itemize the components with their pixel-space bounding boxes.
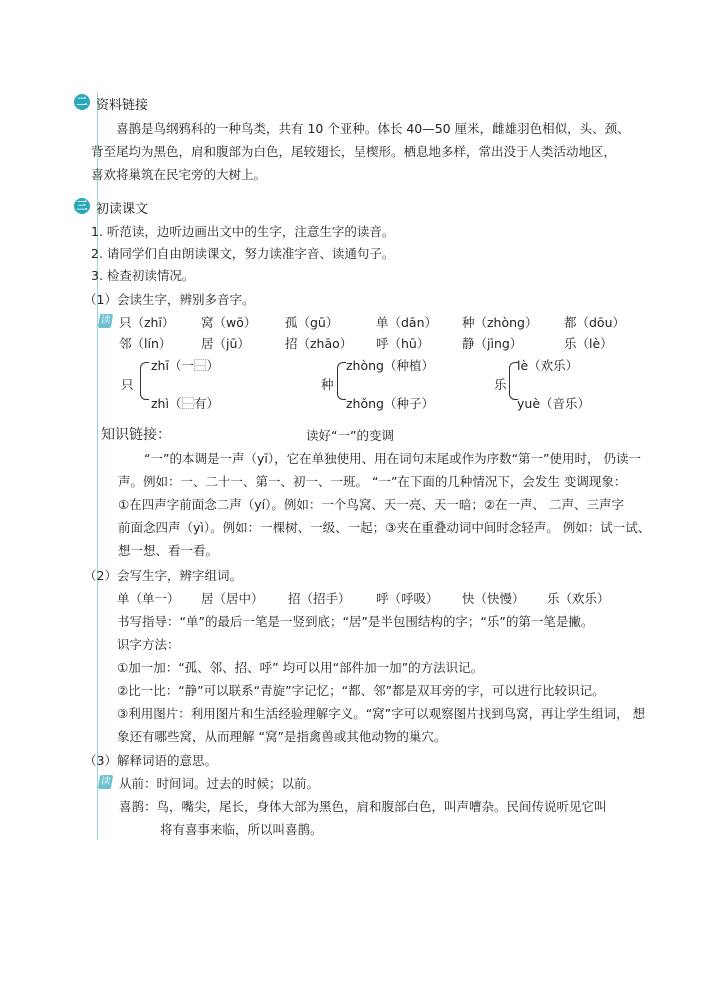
read-badge-icon: 读 <box>99 776 112 787</box>
method-item: ②比一比：“静”可以联系“青旋”字记忆；“都、邻”都是双耳旁的字，可以进行比较识记。 <box>117 683 605 698</box>
word-group: 单（单一） <box>117 591 180 606</box>
section-title-materials: 资料链接 <box>96 98 149 113</box>
definition-line: 喜鹊：鸟，嘴尖，尾长，身体大部为黑色，肩和腹部白色，叫声嘈杂。民间传说听见它叫 <box>119 799 607 814</box>
knowledge-line: 前面念四声（yì）。例如：一棵树、一级、一起；③夹在重叠动词中间时念轻声。 例如：试一试、 <box>118 520 651 535</box>
section-title-first-reading: 初读课文 <box>96 202 149 217</box>
read-badge-icon: 读 <box>99 315 112 326</box>
pinyin-char: 孤（gū） <box>285 315 339 330</box>
brace-icon <box>140 362 149 400</box>
knowledge-line: ①在四声字前面念二声（yí）。例如：一个鸟窝、天一亮、天一暗；②在一声、 二声、三声字 <box>118 497 625 512</box>
method-item: ①加一加：“孤、邻、招、呼” 均可以用“部件加一加”的方法识记。 <box>117 660 484 675</box>
polyphone-reading: yuè（音乐） <box>517 396 591 411</box>
word-group: 快（快慢） <box>462 591 525 606</box>
knowledge-label: 知识链接： <box>101 427 171 443</box>
paragraph-line: 喜欢将巢筑在民宅旁的大树上。 <box>91 167 267 182</box>
pinyin-char: 静（jìng） <box>462 336 523 351</box>
section-number-3: 三 <box>74 198 90 214</box>
paragraph-line: 背至尾均为黑色，肩和腹部为白色，尾较翅长，呈楔形。栖息地多样，常出没于人类活动地区， <box>91 144 617 159</box>
word-group: 呼（呼吸） <box>376 591 439 606</box>
word-group: 招（招手） <box>288 591 351 606</box>
knowledge-title: 读好“一”的变调 <box>306 428 394 443</box>
part2-heading: （2）会写生字，辨字组词。 <box>84 568 242 583</box>
method-item: 象还有哪些窝，从而理解 “窝”是指禽兽或其他动物的巢穴。 <box>117 729 447 744</box>
paragraph-line: 喜鹊是鸟纲鸦科的一种鸟类，共有 10 个亚种。体长 40—50 厘米，雌雄羽色相似，头、颈、 <box>116 121 630 136</box>
step-item: 1. 听范读，边听边画出文中的生字，注意生字的读音。 <box>91 224 395 239</box>
pinyin-char: 邻（lín） <box>119 336 172 351</box>
knowledge-line: “一”的本调是一声（yī），它在单独使用、用在词句末尾或作为序数“第一”使用时， 仍读一 <box>144 451 641 466</box>
polyphone-char: 只 <box>121 377 134 392</box>
pinyin-char: 单（dān） <box>376 315 438 330</box>
polyphone-reading: zhòng（种植） <box>346 358 434 373</box>
part1-heading: （1）会读生字，辨别多音字。 <box>84 292 255 307</box>
word-group: 居（居中） <box>201 591 264 606</box>
knowledge-line: 声。例如：一、二十一、第一、初一、一班。 “一”在下面的几种情况下，会发生 变调现象： <box>118 474 627 489</box>
part3-heading: （3）解释词语的意思。 <box>84 753 217 768</box>
pinyin-char: 种（zhòng） <box>462 315 538 330</box>
polyphone-reading: zhì（⿱有） <box>151 396 219 411</box>
brace-icon <box>337 362 346 400</box>
pinyin-char: 只（zhī） <box>119 315 175 330</box>
writing-guide: 书写指导：“单”的最后一笔是一竖到底；“居”是半包围结构的字；“乐”的第一笔是撇。 <box>117 614 594 629</box>
word-group: 乐（欢乐） <box>547 591 610 606</box>
step-item: 3. 检查初读情况。 <box>91 268 195 283</box>
polyphone-char: 乐 <box>494 377 507 392</box>
pinyin-char: 窝（wō） <box>201 315 257 330</box>
method-title: 识字方法： <box>117 637 180 652</box>
method-item: ③利用图片：利用图片和生活经验理解字义。“窝”字可以观察图片找到鸟窝，再让学生组词， 想 <box>117 706 646 721</box>
polyphone-char: 种 <box>321 377 334 392</box>
step-item: 2. 请同学们自由朗读课文，努力读准字音、读通句子。 <box>91 246 395 261</box>
pinyin-char: 招（zhāo） <box>285 336 353 351</box>
definition-line: 将有喜事来临，所以叫喜鹊。 <box>160 822 323 837</box>
polyphone-reading: zhǒng（种子） <box>346 396 434 411</box>
pinyin-char: 都（dōu） <box>564 315 626 330</box>
polyphone-reading: lè（欢乐） <box>517 358 579 373</box>
definition-line: 从前：时间词。过去的时候；以前。 <box>119 776 320 791</box>
pinyin-char: 居（jū） <box>201 336 250 351</box>
pinyin-char: 乐（lè） <box>564 336 613 351</box>
knowledge-line: 想一想、看一看。 <box>118 543 219 558</box>
polyphone-reading: zhī（一⿱） <box>151 358 219 373</box>
pinyin-char: 呼（hū） <box>376 336 430 351</box>
section-number-2: 二 <box>74 94 90 110</box>
